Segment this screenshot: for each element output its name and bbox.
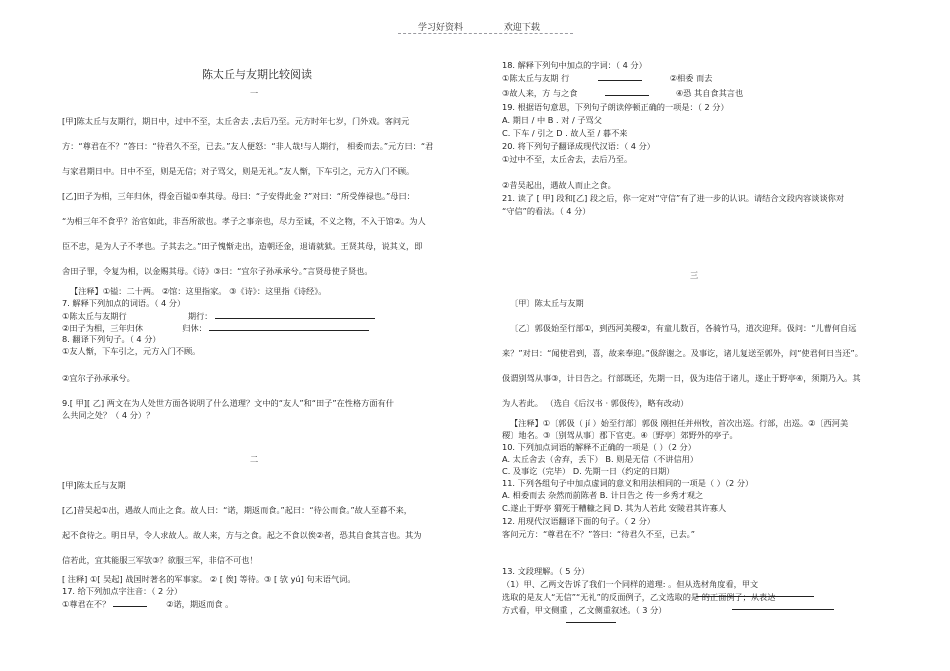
question-9-line-2: 么共同之处？（ 4 分）？ bbox=[62, 410, 155, 420]
annotation-3-line-2: 稷〕地名。③〔别驾从事〕郡下官吏。④〔野亭〕郊野外的亭子。 bbox=[502, 430, 738, 440]
question-8b: ②宜尔子孙承承兮。 bbox=[62, 373, 135, 383]
answer-blank-18c[interactable] bbox=[605, 87, 649, 96]
question-17-items bbox=[62, 598, 233, 609]
passage-2-yi-line-2: 起不食待之。明日早，令人求故人。故人来，方与之食。起之不食以俟②者，恐其自食其言也。其为 bbox=[62, 530, 422, 540]
question-7a bbox=[62, 310, 375, 321]
right-column bbox=[480, 0, 950, 671]
passage-jia-line-2: 方：“尊君在不？”答曰：“待君久不至，已去。”友人便怒：“非人哉!与人期行， 相委而去。”元方曰：“君 bbox=[62, 141, 434, 151]
passage-jia-line-1: [甲]陈太丘与友期行，期日中，过中不至，太丘舍去 ,去后乃至。元方时年七岁，门外戏。客问元 bbox=[62, 116, 410, 126]
question-19: 19. 根据语句意思，下列句子朗读停顿正确的一项是：（ 2 分） bbox=[502, 102, 729, 112]
question-11-options-cd: C.遂止于野亭 猬死于糟糠之间 D. 其为人若此 安陵君其许寡人 bbox=[502, 503, 727, 513]
question-7b-term: 归休： bbox=[182, 323, 207, 333]
passage-3-yi-line-3: 伋谓别驾从事③，计日告之。行部既还，先期一日，伋为违信于诸儿，遂止于野亭④，须期乃入。其 bbox=[502, 373, 861, 383]
question-13-line-1: （1）甲、乙两文告诉了我们一个同样的道理: 。但从选材角度看，甲文 bbox=[502, 579, 759, 589]
passage-jia-line-3: 与家君期日中。日中不至，则是无信；对子骂父，则是无礼。”友人惭，下车引之，元方入门不顾。 bbox=[62, 166, 415, 176]
question-18: 18. 解释下列句中加点的字词：（ 4 分） bbox=[502, 60, 647, 70]
question-17: 17. 给下列加点字注音：（ 2 分） bbox=[62, 586, 183, 596]
question-13: 13. 文段理解。（ 5 分） bbox=[502, 566, 590, 576]
passage-yi-line-4: 舍田子罪，令复为相，以金赐其母。《诗》③曰：“宜尔子孙承承兮。”言贤母使子贤也。 bbox=[62, 266, 373, 276]
question-18b: ②相委 而去 bbox=[669, 73, 713, 83]
question-19-options-ab: A. 期日 / 中 B . 对 / 子骂父 bbox=[502, 115, 602, 125]
question-19-options-cd: C. 下车 / 引之 D . 故人至 / 暮不来 bbox=[502, 128, 628, 138]
answer-blank-17a[interactable] bbox=[113, 598, 147, 607]
question-12: 12. 用现代汉语翻译下面的句子。（ 2 分） bbox=[502, 516, 655, 526]
question-21-line-2: “守信”的看法。（ 4 分） bbox=[502, 206, 591, 216]
passage-3-yi-line-1: 〔乙〕郭伋始至行部①，到西河美稷②，有童儿数百，各骑竹马，道次迎拜。伋问：“儿曹何自远 bbox=[510, 323, 857, 333]
question-13-line-3: 方式看，甲文侧重 ，乙文侧重叙述。（ 3 分） bbox=[502, 605, 667, 615]
question-10: 10. 下列加点词语的解释不正确的一项是（ ）（2 分） bbox=[502, 442, 696, 452]
question-7a-term: 期行： bbox=[187, 311, 213, 321]
question-8a: ①友人惭，下车引之，元方入门不顾。 bbox=[62, 346, 201, 356]
question-17b: ②诺，期返而食 。 bbox=[166, 599, 234, 609]
question-7b bbox=[62, 322, 369, 333]
question-11-options-ab: A. 相委而去 杂然而前陈者 B. 计日告之 传一乡秀才观之 bbox=[502, 490, 704, 500]
question-20: 20. 将下列句子翻译成现代汉语：（ 4 分） bbox=[502, 141, 655, 151]
question-10-options-ab: A. 太丘舍去（舍弃，丢下） B. 则是无信（不讲信用） bbox=[502, 454, 699, 464]
question-12a: 客问元方：“尊君在不？”答曰：“待君久不至，已去。” bbox=[502, 529, 695, 539]
question-21-line-1: 21. 读了 [ 甲] 段和[乙] 段之后，你一定对“守信”有了进一步的认识。请结合文段内容谈谈你对 bbox=[502, 193, 845, 203]
header-left-text: 学习好资料 bbox=[418, 23, 464, 33]
question-13-line-2: 选取的是友人“无信”“无礼”的反面例子，乙文选取的是 的正面例子；从表达 bbox=[502, 592, 776, 602]
answer-blank-7b[interactable] bbox=[209, 322, 369, 331]
passage-yi-line-1: [乙]田子为相，三年归休，得金百镒①奉其母。母曰：“子安得此金 ?”对曰：“所受俸禄也。”母曰： bbox=[62, 191, 415, 201]
question-7: 7. 解释下列加点的词语。（ 4 分） bbox=[62, 298, 186, 308]
question-10-options-cd: C. 及事讫（完毕） D. 先期一日（约定的日期） bbox=[502, 466, 675, 476]
passage-3-jia: 〔甲〕陈太丘与友期 bbox=[510, 298, 584, 308]
question-11: 11. 下列各组句子中加点虚词的意义和用法相同的一项是（ ）（2 分） bbox=[502, 478, 754, 488]
annotation-2: [ 注释] ①[ 吴起] 战国时著名的军事家。 ② [ 俟] 等待。③ [ 欤 yú] 句末语气词。 bbox=[62, 574, 356, 584]
question-18-row-1 bbox=[502, 72, 712, 83]
question-7a-text: ①陈太丘与友期行 bbox=[62, 311, 127, 321]
answer-blank-13a[interactable] bbox=[696, 588, 814, 597]
question-20b: ②昔吴起出，遇故人而止之食。 bbox=[502, 180, 616, 190]
passage-2-yi-line-3: 信若此，宜其能服三军欤③？欲服三军，非信不可也！ bbox=[62, 555, 258, 565]
question-18c: ③故人来，方 与之食 bbox=[502, 88, 578, 98]
question-7b-text: ②田子为相，三年归休 bbox=[62, 323, 144, 333]
header-right-text: 欢迎下载 bbox=[503, 23, 540, 33]
article-title: 陈太丘与友期比较阅读 bbox=[202, 68, 312, 81]
section-heading-1: 一 bbox=[250, 88, 259, 98]
question-18d: ④恐 其自食其言也 bbox=[675, 88, 744, 98]
passage-2-jia: [甲]陈太丘与友期 bbox=[62, 480, 126, 490]
passage-3-yi-line-4: 为人若此。 （选自《后汉书 · 郭伋传》，略有改动） bbox=[502, 398, 689, 408]
passage-3-yi-line-2: 来？”对曰：“闻使君到，喜，故来奉迎。”伋辞谢之。及事讫，诸儿复送至郭外，问“使君何日当还”。 bbox=[502, 348, 863, 358]
section-heading-3: 三 bbox=[690, 270, 699, 280]
answer-blank-13b[interactable] bbox=[732, 601, 834, 610]
annotation-3-line-1: 【注释】①〔郭伋（ jí ）始至行部〕郭伋 刚担任并州牧，首次出巡。行部，出巡。②〔西河美 bbox=[510, 418, 849, 428]
question-20a: ①过中不至，太丘舍去，去后乃至。 bbox=[502, 154, 633, 164]
question-18-row-2 bbox=[502, 87, 743, 98]
question-8: 8. 翻译下列句子。（ 4 分） bbox=[62, 334, 161, 344]
question-18a: ①陈太丘与友期 行 bbox=[502, 73, 570, 83]
annotation-1: 【注释】①镒：二十两。 ②馆：这里指家。 ③《诗》：这里指《诗经》。 bbox=[70, 286, 327, 296]
answer-blank-13c[interactable] bbox=[566, 614, 616, 623]
section-heading-2: 二 bbox=[250, 454, 259, 464]
question-9-line-1: 9.[ 甲][ 乙] 两文在为人处世方面各说明了什么道理？文中的“友人”和“田子”在性格方面有什 bbox=[62, 398, 394, 408]
answer-blank-7a[interactable] bbox=[215, 310, 375, 319]
left-column bbox=[0, 0, 470, 671]
passage-yi-line-2: “为相三年不食乎？治官如此，非吾所欲也。孝子之事亲也，尽力至诚，不义之物，不入于馆②。为人 bbox=[62, 216, 426, 226]
answer-blank-18a[interactable] bbox=[598, 72, 642, 81]
passage-yi-line-3: 臣不忠，是为人子不孝也。子其去之。”田子愧惭走出，造朝还金，退请就狱。王贤其母，说其义，即 bbox=[62, 241, 423, 251]
question-17a: ①尊君在不？ bbox=[62, 599, 111, 609]
passage-2-yi-line-1: [乙]昔吴起①出，遇故人而止之食。故人曰：“诺，期返而食。”起曰：“待公而食。”故人至暮不来， bbox=[62, 505, 412, 515]
